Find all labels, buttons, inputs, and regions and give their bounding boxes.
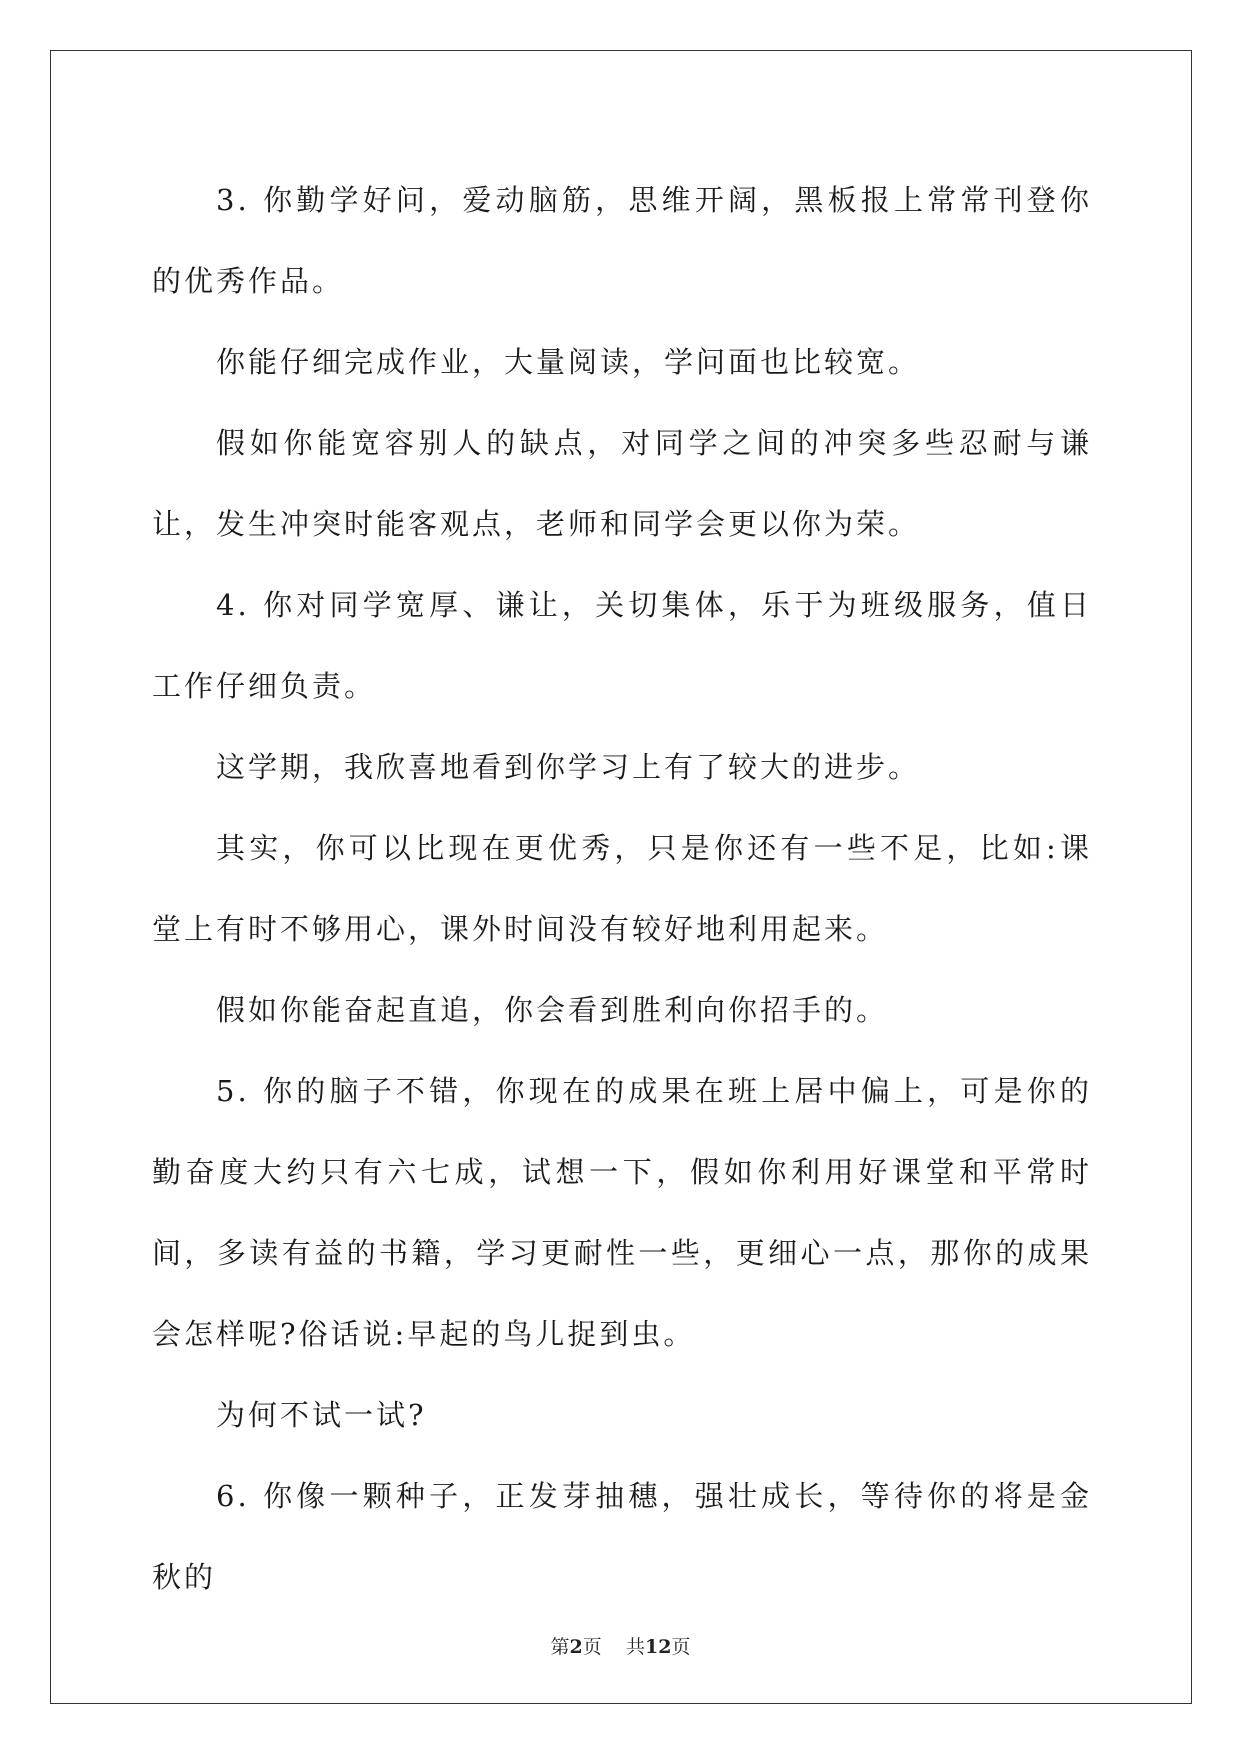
paragraph-5: 这学期，我欣喜地看到你学习上有了较大的进步。: [216, 750, 921, 784]
paragraph-1: 3. 你勤学好问，爱动脑筋，思维开阔，黑板报上常常刊登你的优秀作品。: [152, 183, 1092, 298]
total-suffix: 页: [671, 1636, 691, 1658]
paragraph-4: 4. 你对同学宽厚、谦让，关切集体，乐于为班级服务，值日工作仔细负责。: [152, 588, 1092, 703]
paragraph-10: 6. 你像一颗种子，正发芽抽穗，强壮成长，等待你的将是金秋的: [152, 1479, 1092, 1594]
page-number: 2: [569, 1636, 583, 1658]
paragraph-8: 5. 你的脑子不错，你现在的成果在班上居中偏上，可是你的勤奋度大约只有六七成，试想一下，假如你利用好课堂和平常时间，多读有益的书籍，学习更耐性一些，更细心一点，那你的成果会怎样呢?俗话说:早起的鸟儿捉到虫。: [152, 1074, 1092, 1351]
document-body: [152, 160, 1092, 1618]
page-suffix: 页: [582, 1636, 602, 1658]
paragraph-9: 为何不试一试?: [216, 1398, 427, 1432]
paragraph-6: 其实，你可以比现在更优秀，只是你还有一些不足，比如:课堂上有时不够用心，课外时间没有较好地利用起来。: [152, 831, 1092, 946]
total-pages: 12: [644, 1636, 672, 1658]
page-footer: [0, 1632, 1241, 1659]
total-prefix: 共: [625, 1636, 645, 1658]
paragraph-3: 假如你能宽容别人的缺点，对同学之间的冲突多些忍耐与谦让，发生冲突时能客观点，老师和同学会更以你为荣。: [152, 426, 1092, 541]
paragraph-7: 假如你能奋起直追，你会看到胜利向你招手的。: [216, 993, 889, 1027]
paragraph-2: 你能仔细完成作业，大量阅读，学问面也比较宽。: [216, 345, 921, 379]
page-prefix: 第: [550, 1636, 570, 1658]
